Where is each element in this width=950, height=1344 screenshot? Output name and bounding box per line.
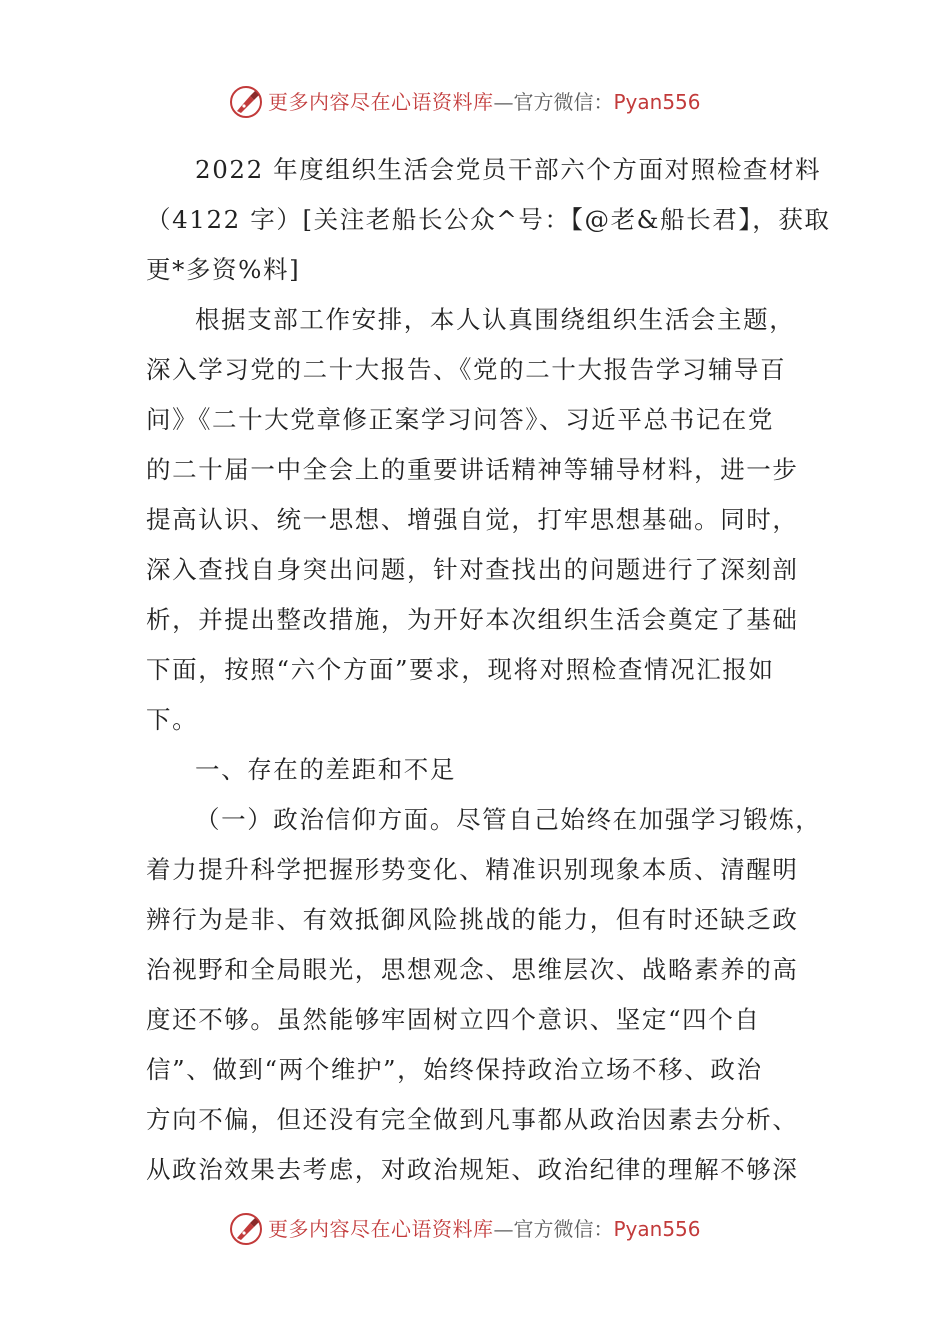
paragraph-line: （一）政治信仰方面。尽管自己始终在加强学习锻炼， — [195, 805, 822, 834]
paragraph-line: 提高认识、统一思想、增强自觉，打牢思想基础。同时， — [146, 505, 799, 534]
banner-title: 更多内容尽在心语资料库 — [268, 1217, 494, 1241]
paragraph-line: 着力提升科学把握形势变化、精准识别现象本质、清醒明 — [146, 855, 799, 884]
paragraph-line: 下面，按照“六个方面”要求，现将对照检查情况汇报如 — [146, 655, 775, 684]
section-heading: 一、存在的差距和不足 — [195, 755, 456, 784]
banner-text — [268, 88, 701, 116]
banner-wechat-label: —官方微信： — [493, 1217, 614, 1241]
paragraph-line: 方向不偏，但还没有完全做到凡事都从政治因素去分析、 — [146, 1105, 799, 1134]
paragraph-line: 下。 — [146, 705, 199, 734]
paragraph-line: 问》《二十大党章修正案学习问答》、习近平总书记在党 — [146, 405, 774, 434]
footer-watermark-banner — [0, 1209, 950, 1249]
banner-wechat-id: Pyan556 — [613, 1217, 701, 1241]
paragraph-line: 信”、做到“两个维护”，始终保持政治立场不移、政治 — [146, 1055, 763, 1084]
paragraph-line: 从政治效果去考虑，对政治规矩、政治纪律的理解不够深 — [146, 1155, 799, 1184]
paragraph-line: 根据支部工作安排，本人认真围绕组织生活会主题， — [195, 305, 796, 334]
pen-nib-logo-icon — [228, 1211, 264, 1247]
document-body — [146, 145, 831, 1195]
banner-wechat-id: Pyan556 — [613, 90, 701, 114]
paragraph-line: 的二十届一中全会上的重要讲话精神等辅导材料，进一步 — [146, 455, 799, 484]
pen-nib-logo-icon — [228, 84, 264, 120]
paragraph-line: 析，并提出整改措施，为开好本次组织生活会奠定了基础 — [146, 605, 799, 634]
paragraph-line: 深入学习党的二十大报告、《党的二十大报告学习辅导百 — [146, 355, 787, 384]
banner-wechat-label: —官方微信： — [493, 90, 614, 114]
paragraph-line: 深入查找自身突出问题，针对查找出的问题进行了深刻剖 — [146, 555, 799, 584]
banner-title: 更多内容尽在心语资料库 — [268, 90, 494, 114]
document-title-line-2: （4122 字）[关注老船长公众^号：【@老&船长君】，获取 — [146, 205, 831, 234]
document-title-line-3: 更*多资%料] — [146, 255, 301, 284]
paragraph-line: 治视野和全局眼光，思想观念、思维层次、战略素养的高 — [146, 955, 799, 984]
document-title-line-1: 2022 年度组织生活会党员干部六个方面对照检查材料 — [195, 155, 822, 184]
paragraph-line: 辨行为是非、有效抵御风险挑战的能力，但有时还缺乏政 — [146, 905, 799, 934]
header-watermark-banner — [0, 82, 950, 122]
paragraph-line: 度还不够。虽然能够牢固树立四个意识、坚定“四个自 — [146, 1005, 761, 1034]
banner-text — [268, 1215, 701, 1243]
